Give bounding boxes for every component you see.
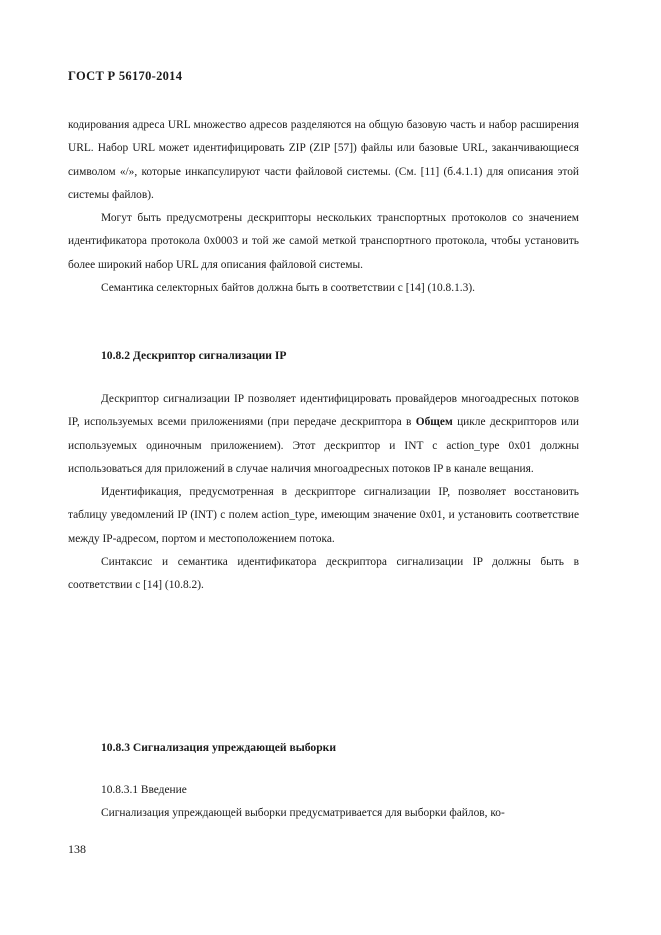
paragraph [68,388,579,481]
section-heading: 10.8.3 Сигнализация упреждающей выборки [101,741,337,754]
paragraph: кодирования адреса URL множество адресов разделяются на общую базовую часть и набор расширения URL. Набор URL может идентифицировать ZIP (ZIP [57]) файлы или базовые URL, заканчивающиеся символом «/», которые инкапсулируют части файловой системы. (См. [11] (б.4.1.1) для описания этой системы файлов). [68,119,579,201]
bold-term: Общем [415,416,453,429]
section-text-2 [68,388,579,598]
document-header: ГОСТ Р 56170-2014 [68,69,183,83]
paragraph: Семантика селекторных байтов должна быть в соответствии с [14] (10.8.1.3). [101,282,475,295]
section-text-3 [68,802,579,825]
paragraph: Сигнализация упреждающей выборки предусматривается для выборки файлов, ко- [101,807,505,819]
paragraph: Идентификация, предусмотренная в дескрипторе сигнализации IP, позволяет восстановить таблицу уведомлений IP (INT) с полем action_type, имеющим значение 0x01, и установить соответствие между IP-адресом, портом и местоположением потока. [68,486,579,545]
paragraph: Синтаксис и семантика идентификатора дескриптора сигнализации IP должны быть в соответствии с [14] (10.8.2). [68,556,579,592]
section-heading: 10.8.2 Дескриптор сигнализации IP [101,349,287,362]
subsection-heading: 10.8.3.1 Введение [101,784,187,796]
paragraph: Могут быть предусмотрены дескрипторы нескольких транспортных протоколов со значением идентификатора протокола 0x0003 и той же самой меткой транспортного протокола, чтобы установить более широкий набор URL для описания файловой системы. [68,212,579,271]
page-number: 138 [68,842,86,856]
paragraph-text: Дескриптор сигнализации IP позволяет идентифицировать провайдеров многоадресных потоков IP, используемых всеми приложениями (при передаче дескриптора в [68,393,579,429]
paragraph-text: цикле дескрипторов или используемых одиночным приложением). Этот дескриптор и INT с action_type 0x01 должны использоваться для приложений в случае наличия многоадресных потоков IP в канале вещания. [68,416,579,475]
section-text-1 [68,114,579,300]
